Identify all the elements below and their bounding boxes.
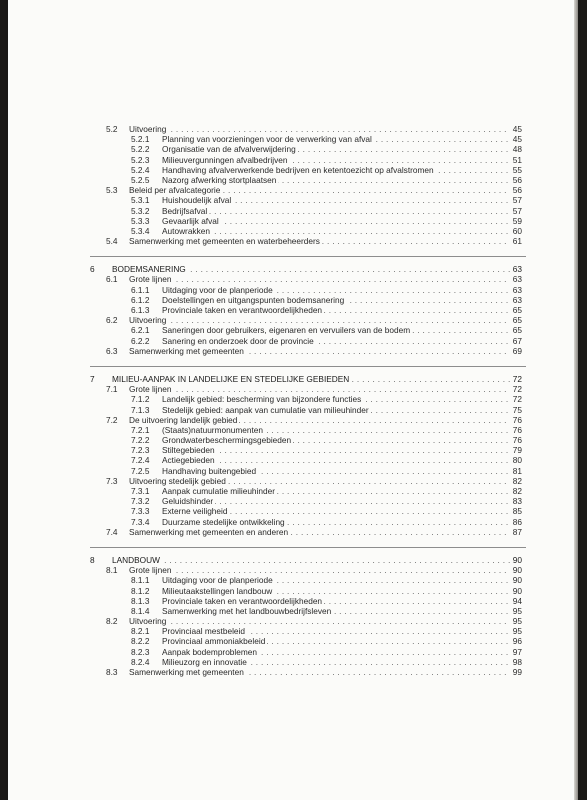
toc-entry-title-text: Nazorg afwerking stortplaatsen xyxy=(162,174,277,185)
toc-entry-title-text: Stedelijk gebied: aanpak van cumulatie van milieuhinder xyxy=(162,404,369,415)
toc-entry-title-text: Bedrijfsafval xyxy=(162,205,208,216)
toc-entry-page: 95 xyxy=(512,605,522,616)
toc-entry-title xyxy=(162,647,510,657)
toc-entry-number: 5.2.1 xyxy=(131,134,150,145)
toc-entry-title xyxy=(129,667,510,677)
toc-entry-title-text: Uitvoering stedelijk gebied xyxy=(129,475,226,486)
toc-entry-number: 6 xyxy=(90,264,95,275)
toc-entry-number: 8.2.2 xyxy=(131,636,150,647)
toc-entry-page: 63 xyxy=(512,294,522,305)
toc-section-entry[interactable] xyxy=(8,124,574,134)
toc-entry-title-text: Beleid per afvalcategorie xyxy=(129,185,221,196)
toc-entry-title xyxy=(162,455,510,465)
toc-entry-title-text: Aanpak cumulatie milieuhinder xyxy=(162,486,275,496)
toc-section-entry[interactable] xyxy=(8,565,574,575)
toc-section-entry[interactable] xyxy=(8,274,574,284)
toc-entry-title xyxy=(162,325,510,335)
toc-entry-number: 5.4 xyxy=(106,236,118,247)
toc-subsection-entry[interactable] xyxy=(8,226,574,236)
toc-entry-number: 7.3 xyxy=(106,475,118,486)
toc-entry-title xyxy=(162,435,510,445)
toc-entry-page: 65 xyxy=(512,315,522,326)
toc-entry-title xyxy=(162,506,510,516)
toc-entry-number: 6.2.1 xyxy=(131,325,150,336)
toc-entry-title xyxy=(162,517,510,527)
toc-entry-number: 6.1.2 xyxy=(131,294,150,305)
toc-entry-title xyxy=(162,295,510,305)
toc-entry-number: 8.1.2 xyxy=(131,585,150,596)
toc-entry-title xyxy=(129,415,510,425)
toc-entry-number: 5.2.3 xyxy=(131,154,150,165)
toc-entry-page: 75 xyxy=(512,404,522,415)
toc-entry-page: 72 xyxy=(512,373,522,384)
toc-entry-number: 7 xyxy=(90,373,95,384)
toc-entry-title xyxy=(112,555,510,565)
toc-entry-title-text: Aanpak bodemproblemen xyxy=(162,646,258,657)
toc-entry-number: 7.2 xyxy=(106,414,118,425)
toc-subsection-entry[interactable] xyxy=(8,394,574,404)
toc-entry-title-text: Stiltegebieden xyxy=(162,445,215,456)
toc-subsection-entry[interactable] xyxy=(8,455,574,465)
toc-entry-title-text: Samenwerking met gemeenten xyxy=(129,345,244,356)
toc-subsection-entry[interactable] xyxy=(8,606,574,616)
toc-entry-page: 82 xyxy=(512,475,522,486)
toc-entry-title-text: (Staats)natuurmonumenten xyxy=(162,424,264,435)
toc-section-entry[interactable] xyxy=(8,527,574,537)
toc-entry-title-text: Grote lijnen xyxy=(129,565,172,576)
toc-entry-page: 72 xyxy=(512,384,522,395)
toc-subsection-entry[interactable] xyxy=(8,466,574,476)
toc-chapter-entry[interactable] xyxy=(8,555,574,565)
toc-entry-page: 65 xyxy=(512,325,522,336)
toc-subsection-entry[interactable] xyxy=(8,216,574,226)
toc-entry-number: 8.2.4 xyxy=(131,656,150,667)
toc-entry-page: 57 xyxy=(512,195,522,206)
toc-entry-number: 8.2.3 xyxy=(131,646,150,657)
toc-entry-number: 8 xyxy=(90,554,95,565)
toc-entry-page: 82 xyxy=(512,486,522,496)
toc-section-entry[interactable] xyxy=(8,384,574,394)
toc-entry-title-text: Milieuzorg en innovatie xyxy=(162,656,247,667)
toc-entry-page: 90 xyxy=(512,554,522,565)
toc-subsection-entry[interactable] xyxy=(8,575,574,585)
toc-entry-title xyxy=(162,445,510,455)
toc-chapter-entry[interactable] xyxy=(8,264,574,274)
toc-entry-title-text: Samenwerking met het landbouwbedrijfsleven xyxy=(162,605,332,616)
toc-entry-page: 87 xyxy=(512,526,522,537)
toc-entry-title xyxy=(162,606,510,616)
toc-subsection-entry[interactable] xyxy=(8,175,574,185)
toc-entry-title-text: Samenwerking met gemeenten en waterbeheerders xyxy=(129,236,320,247)
toc-entry-title xyxy=(162,134,510,144)
toc-entry-page: 96 xyxy=(512,636,522,647)
toc-entry-page: 48 xyxy=(512,144,522,155)
toc-subsection-entry[interactable] xyxy=(8,626,574,636)
toc-entry-page: 59 xyxy=(512,215,522,226)
toc-entry-page: 94 xyxy=(512,595,522,606)
toc-entry-page: 76 xyxy=(512,424,522,435)
toc-entry-title-text: Externe veiligheid xyxy=(162,506,228,517)
toc-section-entry[interactable] xyxy=(8,315,574,325)
toc-section-entry[interactable] xyxy=(8,616,574,626)
toc-entry-title-text: Huishoudelijk afval xyxy=(162,195,232,206)
toc-entry-title-text: Provinciale taken en verantwoordelijkheden xyxy=(162,595,323,606)
toc-entry-title xyxy=(112,264,510,274)
toc-entry-title xyxy=(129,565,510,575)
toc-entry-title-text: Handhaving afvalverwerkende bedrijven en ketentoezicht op afvalstromen xyxy=(162,164,434,175)
toc-entry-number: 7.1.3 xyxy=(131,404,150,415)
toc-entry-number: 8.3 xyxy=(106,667,118,677)
toc-entry-number: 5.3.4 xyxy=(131,225,150,236)
toc-entry-title xyxy=(129,236,510,246)
toc-subsection-entry[interactable] xyxy=(8,517,574,527)
toc-entry-title-text: Grondwaterbeschermingsgebieden xyxy=(162,435,292,446)
document-page xyxy=(8,0,574,800)
toc-subsection-entry[interactable] xyxy=(8,636,574,646)
toc-subsection-entry[interactable] xyxy=(8,295,574,305)
toc-entry-page: 60 xyxy=(512,225,522,236)
toc-chapter-entry[interactable] xyxy=(8,374,574,384)
toc-entry-number: 5.2.5 xyxy=(131,174,150,185)
toc-entry-title-text: Provinciaal ammoniakbeleid xyxy=(162,636,266,647)
toc-entry-title xyxy=(162,575,510,585)
toc-entry-title xyxy=(162,195,510,205)
toc-entry-page: 69 xyxy=(512,345,522,356)
toc-entry-number: 7.2.3 xyxy=(131,445,150,456)
toc-entry-page: 56 xyxy=(512,174,522,185)
toc-entry-title xyxy=(129,527,510,537)
toc-subsection-entry[interactable] xyxy=(8,195,574,205)
toc-entry-title-text: Samenwerking met gemeenten xyxy=(129,667,244,677)
toc-entry-title-text: MILIEU-AANPAK IN LANDELIJKE EN STEDELIJKE GEBIEDEN xyxy=(112,373,350,384)
toc-entry-page: 81 xyxy=(512,465,522,476)
toc-entry-title xyxy=(162,496,510,506)
toc-entry-title-text: BODEMSANERING xyxy=(112,264,186,275)
toc-entry-number: 8.2 xyxy=(106,616,118,627)
toc-entry-title xyxy=(129,616,510,626)
toc-entry-title xyxy=(129,315,510,325)
toc-entry-number: 6.1.3 xyxy=(131,305,150,315)
toc-entry-title xyxy=(129,124,510,134)
toc-entry-title-text: Sanering en onderzoek door de provincie xyxy=(162,335,314,346)
toc-entry-number: 5.3.2 xyxy=(131,205,150,216)
toc-entry-title xyxy=(162,596,510,606)
toc-entry-title xyxy=(162,636,510,646)
toc-entry-number: 8.1.4 xyxy=(131,605,150,616)
toc-entry-title xyxy=(162,305,510,315)
toc-entry-page: 65 xyxy=(512,305,522,315)
toc-entry-number: 8.1.3 xyxy=(131,595,150,606)
toc-subsection-entry[interactable] xyxy=(8,506,574,516)
toc-entry-number: 7.2.1 xyxy=(131,424,150,435)
toc-entry-number: 7.2.4 xyxy=(131,455,150,466)
toc-entry-number: 8.1 xyxy=(106,565,118,576)
toc-entry-number: 5.3.3 xyxy=(131,215,150,226)
toc-entry-title xyxy=(129,384,510,394)
toc-entry-title xyxy=(112,374,510,384)
toc-subsection-entry[interactable] xyxy=(8,657,574,667)
toc-entry-number: 7.2.2 xyxy=(131,435,150,446)
toc-subsection-entry[interactable] xyxy=(8,445,574,455)
toc-entry-title-text: Samenwerking met gemeenten en anderen xyxy=(129,526,289,537)
toc-entry-page: 95 xyxy=(512,616,522,627)
toc-entry-number: 5.3.1 xyxy=(131,195,150,206)
toc-entry-page: 56 xyxy=(512,185,522,196)
toc-entry-title-text: Actiegebieden xyxy=(162,455,215,466)
toc-entry-title xyxy=(162,155,510,165)
toc-entry-title-text: Milieuvergunningen afvalbedrijven xyxy=(162,154,288,165)
toc-entry-page: 63 xyxy=(512,264,522,275)
toc-entry-title-text: Uitdaging voor de planperiode xyxy=(162,284,273,295)
toc-entry-page: 63 xyxy=(512,274,522,285)
toc-entry-title xyxy=(162,216,510,226)
toc-entry-page: 90 xyxy=(512,565,522,576)
toc-entry-title-text: Uitvoering xyxy=(129,315,167,326)
table-of-contents xyxy=(8,124,574,677)
toc-entry-title xyxy=(162,175,510,185)
toc-entry-title-text: Geluidshinder xyxy=(162,496,214,507)
toc-entry-title xyxy=(162,425,510,435)
toc-entry-number: 6.2 xyxy=(106,315,118,326)
toc-subsection-entry[interactable] xyxy=(8,165,574,175)
toc-subsection-entry[interactable] xyxy=(8,206,574,216)
toc-entry-title-text: Planning van voorzieningen voor de verwerking van afval xyxy=(162,134,372,145)
toc-subsection-entry[interactable] xyxy=(8,486,574,496)
toc-entry-number: 5.2.4 xyxy=(131,164,150,175)
toc-entry-title xyxy=(162,405,510,415)
toc-entry-page: 76 xyxy=(512,414,522,425)
toc-entry-page: 80 xyxy=(512,455,522,466)
toc-entry-title xyxy=(162,466,510,476)
toc-subsection-entry[interactable] xyxy=(8,144,574,154)
toc-entry-title-text: Grote lijnen xyxy=(129,384,172,395)
toc-entry-page: 99 xyxy=(512,667,522,677)
toc-subsection-entry[interactable] xyxy=(8,435,574,445)
toc-entry-title xyxy=(162,206,510,216)
toc-entry-title xyxy=(162,626,510,636)
toc-subsection-entry[interactable] xyxy=(8,336,574,346)
toc-entry-title-text: Grote lijnen xyxy=(129,274,172,285)
toc-entry-title-text: Landelijk gebied: bescherming van bijzondere functies xyxy=(162,394,362,405)
toc-entry-page: 61 xyxy=(512,236,522,247)
toc-entry-title xyxy=(162,657,510,667)
toc-entry-page: 90 xyxy=(512,575,522,586)
toc-entry-title-text: Handhaving buitengebied xyxy=(162,465,257,476)
toc-entry-number: 6.1 xyxy=(106,274,118,285)
toc-entry-number: 7.2.5 xyxy=(131,465,150,476)
toc-entry-title xyxy=(162,165,510,175)
toc-entry-page: 95 xyxy=(512,626,522,637)
toc-section-entry[interactable] xyxy=(8,185,574,195)
toc-entry-page: 76 xyxy=(512,435,522,446)
toc-entry-number: 8.2.1 xyxy=(131,626,150,637)
toc-entry-page: 45 xyxy=(512,124,522,134)
toc-entry-page: 72 xyxy=(512,394,522,405)
toc-entry-page: 67 xyxy=(512,335,522,346)
toc-entry-number: 6.1.1 xyxy=(131,284,150,295)
toc-entry-page: 57 xyxy=(512,205,522,216)
toc-entry-title xyxy=(162,336,510,346)
toc-entry-title xyxy=(162,586,510,596)
toc-entry-page: 86 xyxy=(512,516,522,527)
toc-entry-title-text: Duurzame stedelijke ontwikkeling xyxy=(162,516,285,527)
toc-subsection-entry[interactable] xyxy=(8,496,574,506)
toc-subsection-entry[interactable] xyxy=(8,425,574,435)
toc-entry-page: 90 xyxy=(512,585,522,596)
toc-entry-page: 83 xyxy=(512,496,522,507)
toc-subsection-entry[interactable] xyxy=(8,305,574,315)
toc-entry-title xyxy=(129,185,510,195)
toc-subsection-entry[interactable] xyxy=(8,596,574,606)
toc-section-entry[interactable] xyxy=(8,236,574,246)
toc-entry-number: 5.2 xyxy=(106,124,118,134)
toc-entry-page: 63 xyxy=(512,284,522,295)
toc-entry-page: 51 xyxy=(512,154,522,165)
toc-section-entry[interactable] xyxy=(8,415,574,425)
toc-entry-number: 6.3 xyxy=(106,345,118,356)
toc-entry-title-text: Uitvoering xyxy=(129,616,167,627)
toc-entry-title-text: Provinciaal mestbeleid xyxy=(162,626,246,637)
toc-entry-title-text: Gevaarlijk afval xyxy=(162,215,219,226)
toc-entry-page: 98 xyxy=(512,656,522,667)
toc-entry-title xyxy=(129,346,510,356)
toc-entry-number: 7.3.3 xyxy=(131,506,150,517)
toc-entry-title-text: Provinciale taken en verantwoordelijkheden xyxy=(162,305,323,315)
toc-entry-title xyxy=(162,486,510,496)
toc-subsection-entry[interactable] xyxy=(8,134,574,144)
toc-section-entry[interactable] xyxy=(8,476,574,486)
toc-entry-title-text: De uitvoering landelijk gebied xyxy=(129,414,238,425)
toc-entry-title xyxy=(162,226,510,236)
toc-subsection-entry[interactable] xyxy=(8,285,574,295)
toc-entry-number: 8.1.1 xyxy=(131,575,150,586)
toc-entry-title xyxy=(129,476,510,486)
toc-entry-number: 5.2.2 xyxy=(131,144,150,155)
toc-entry-number: 5.3 xyxy=(106,185,118,196)
toc-entry-title xyxy=(129,274,510,284)
toc-subsection-entry[interactable] xyxy=(8,325,574,335)
toc-entry-title-text: Uitvoering xyxy=(129,124,167,134)
toc-entry-title-text: Uitdaging voor de planperiode xyxy=(162,575,273,586)
toc-entry-page: 45 xyxy=(512,134,522,145)
toc-entry-title-text: LANDBOUW xyxy=(112,554,160,565)
toc-entry-title xyxy=(162,394,510,404)
toc-entry-title xyxy=(162,285,510,295)
toc-entry-page: 55 xyxy=(512,164,522,175)
toc-entry-page: 97 xyxy=(512,646,522,657)
toc-entry-page: 85 xyxy=(512,506,522,517)
toc-entry-number: 7.1.2 xyxy=(131,394,150,405)
toc-entry-number: 7.1 xyxy=(106,384,118,395)
toc-entry-title-text: Autowrakken xyxy=(162,225,210,236)
toc-entry-number: 7.3.2 xyxy=(131,496,150,507)
toc-subsection-entry[interactable] xyxy=(8,647,574,657)
toc-entry-title-text: Doelstellingen en uitgangspunten bodemsanering xyxy=(162,294,345,305)
toc-subsection-entry[interactable] xyxy=(8,405,574,415)
toc-subsection-entry[interactable] xyxy=(8,155,574,165)
toc-section-entry[interactable] xyxy=(8,346,574,356)
toc-entry-title-text: Organisatie van de afvalverwijdering xyxy=(162,144,296,155)
toc-subsection-entry[interactable] xyxy=(8,586,574,596)
toc-entry-title-text: Saneringen door gebruikers, eigenaren en vervuilers van de bodem xyxy=(162,325,411,336)
toc-entry-title xyxy=(162,144,510,154)
toc-entry-page: 79 xyxy=(512,445,522,456)
toc-entry-number: 7.3.4 xyxy=(131,516,150,527)
toc-entry-title-text: Milieutaakstellingen landbouw xyxy=(162,585,273,596)
toc-entry-number: 7.4 xyxy=(106,526,118,537)
toc-section-entry[interactable] xyxy=(8,667,574,677)
toc-entry-number: 6.2.2 xyxy=(131,335,150,346)
toc-entry-number: 7.3.1 xyxy=(131,486,150,496)
